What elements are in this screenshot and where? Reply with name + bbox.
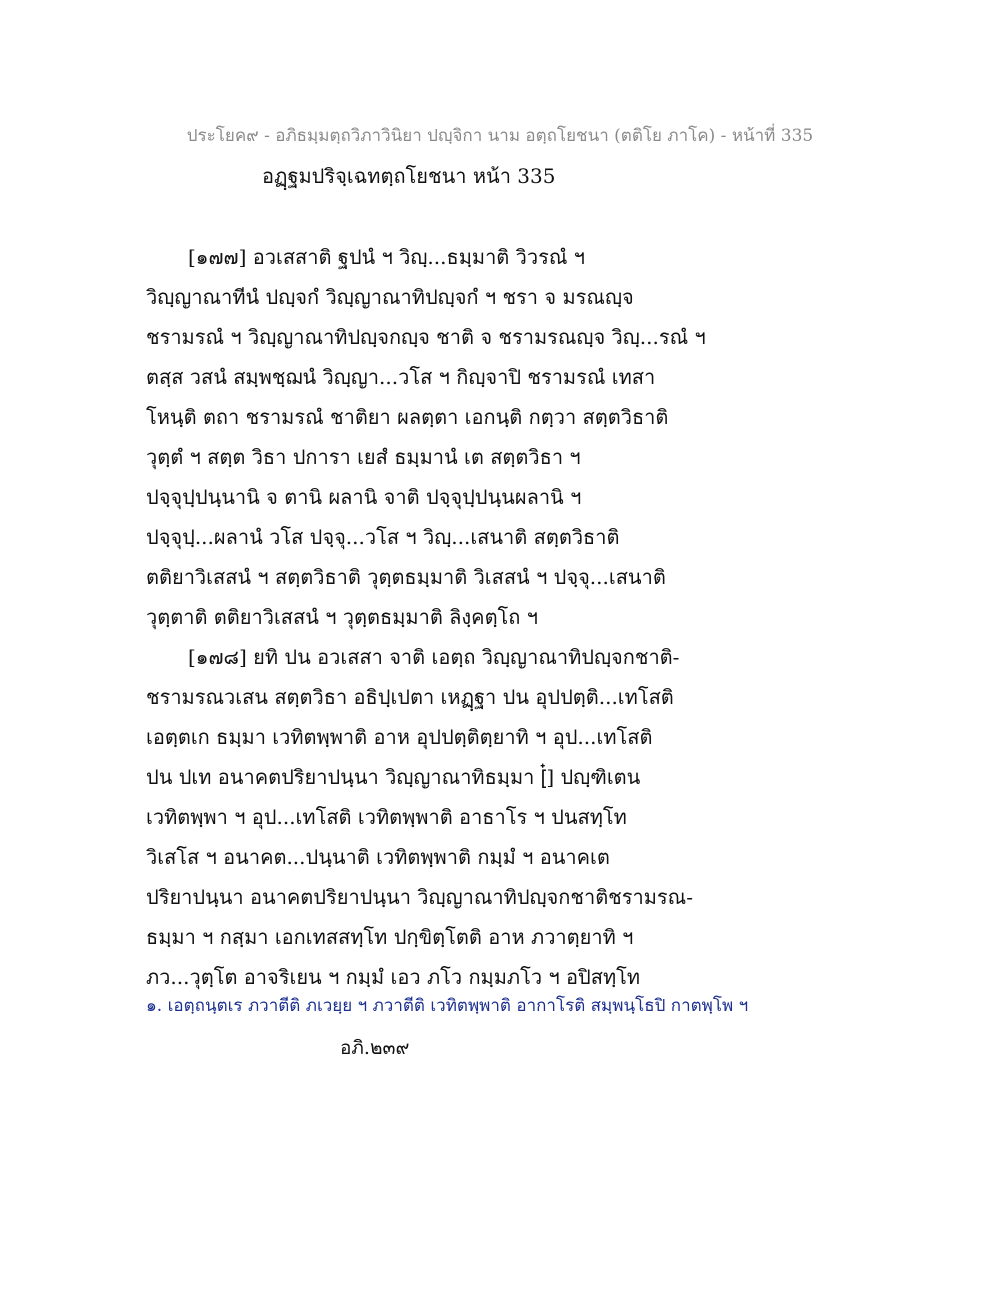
text-line: ตสฺส วสนํ สมฺพชฺฌนํ วิญฺญา...วโส ฯ กิญฺจาปิ ชรามรณํ เทสา [146, 365, 656, 389]
text-line: ปจฺจุปฺ...ผลานํ วโส ปจฺจุ...วโส ฯ วิญฺ...เสนาติ สตฺตวิธาติ [146, 525, 620, 549]
body-text [146, 237, 766, 997]
page-reference: อภิ.๒๓๙ [340, 1037, 410, 1059]
text-line: วุตฺตํ ฯ สตฺต วิธา ปการา เยสํ ธมฺมานํ เต สตฺตวิธา ฯ [146, 445, 581, 469]
page-title: อฏฺฐมปริจฺเฉทตฺถโยชนา หน้า 335 [262, 164, 556, 188]
text-line: วุตฺตาติ ตติยาวิเสสนํ ฯ วุตฺตธมฺมาติ ลิงฺคตฺโถ ฯ [146, 605, 538, 629]
text-line: ชรามรณํ ฯ วิญฺญาณาทิปญฺจกญฺจ ชาติ จ ชรามรณญฺจ วิญฺ...รณํ ฯ [146, 325, 706, 349]
text-line: [๑๗๗] อวเสสาติ ฐปนํ ฯ วิญฺ...ธมฺมาติ วิวรณํ ฯ [188, 245, 585, 269]
text-line: ปน ปเท อนาคตปริยาปนฺนา วิญฺญาณาทิธมฺมา [๋] ปญฺฑิเตน [146, 765, 641, 789]
footnote: ๑. เอตฺถนฺตเร ภวาตีติ ภเวยฺย ฯ ภวาตีติ เวทิตพฺพาติ อากาโรติ สมฺพนฺโธปิ กาตพฺโพ ฯ [146, 996, 749, 1016]
text-line: ภว...วุตฺโต อาจริเยน ฯ กมฺมํ เอว ภโว กมฺมภโว ฯ อปิสทฺโท [146, 965, 641, 989]
text-line: เวทิตพฺพา ฯ อุป...เทโสติ เวทิตพฺพาติ อาธาโร ฯ ปนสทฺโท [146, 805, 627, 829]
text-line: ธมฺมา ฯ กสฺมา เอกเทสสทฺโท ปกฺขิตฺโตติ อาห ภวาตฺยาทิ ฯ [146, 925, 634, 949]
text-line: ตติยาวิเสสนํ ฯ สตฺตวิธาติ วุตฺตธมฺมาติ วิเสสนํ ฯ ปจฺจุ...เสนาติ [146, 565, 666, 589]
text-line: ปริยาปนฺนา อนาคตปริยาปนฺนา วิญฺญาณาทิปญฺจกชาติชรามรณ- [146, 885, 693, 909]
running-header: ประโยค๙ - อภิธมฺมตฺถวิภาวินิยา ปญฺจิกา นาม อตฺถโยชนา (ตติโย ภาโค) - หน้าที่ 335 [186, 126, 814, 146]
text-line: วิเสโส ฯ อนาคต...ปนฺนาติ เวทิตพฺพาติ กมฺมํ ฯ อนาคเต [146, 845, 610, 869]
text-line: โหนฺติ ตถา ชรามรณํ ชาติยา ผลตฺตา เอกนฺติ กตฺวา สตฺตวิธาติ [146, 405, 669, 429]
text-line: วิญฺญาณาทีนํ ปญฺจกํ วิญฺญาณาทิปญฺจกํ ฯ ชรา จ มรณญฺจ [146, 285, 634, 309]
text-line: [๑๗๘] ยทิ ปน อวเสสา จาติ เอตฺถ วิญฺญาณาทิปญฺจกชาติ- [188, 645, 680, 669]
text-line: ปจฺจุปฺปนฺนานิ จ ตานิ ผลานิ จาติ ปจฺจุปฺปนฺนผลานิ ฯ [146, 485, 582, 509]
text-line: ชรามรณวเสน สตฺตวิธา อธิปฺเปตา เหฏฺฐา ปน อุปปตฺติ...เทโสติ [146, 685, 674, 709]
text-line: เอตฺตเก ธมฺมา เวทิตพฺพาติ อาห อุปปตฺติตฺยาทิ ฯ อุป...เทโสติ [146, 725, 653, 749]
